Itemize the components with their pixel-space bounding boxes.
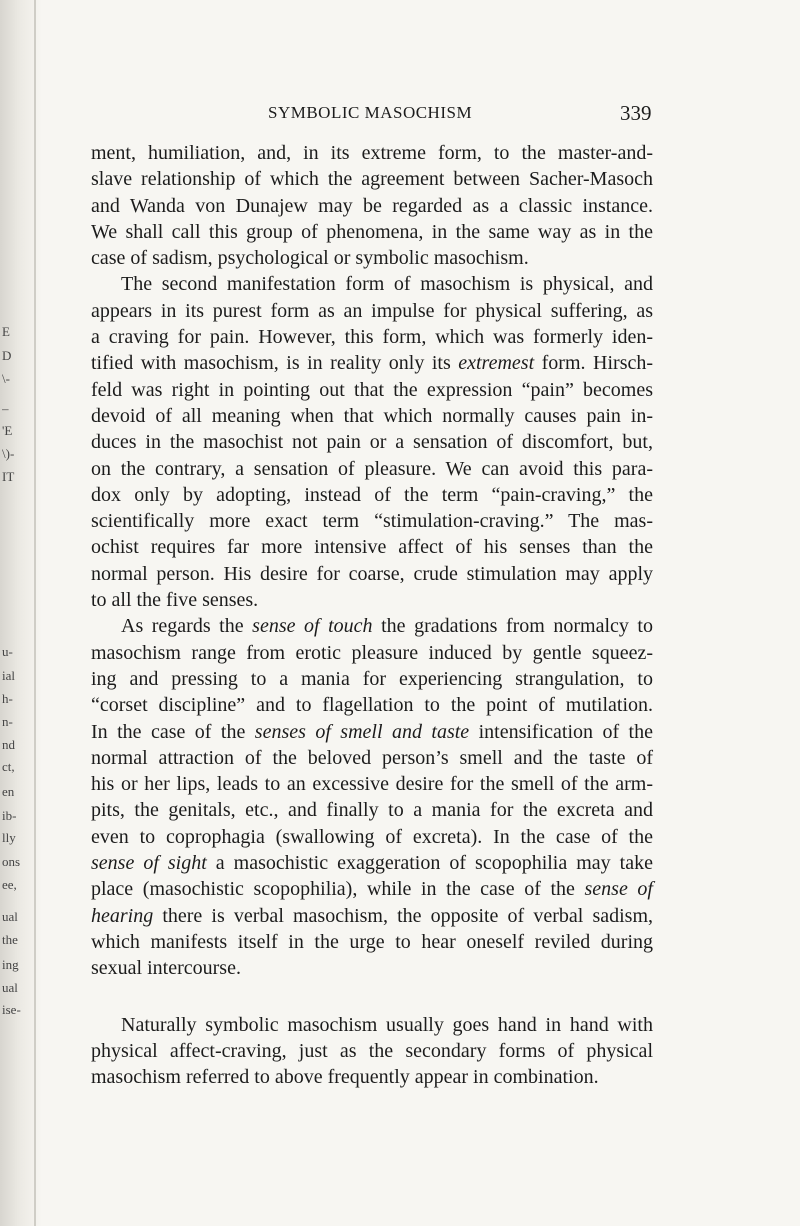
text-line bbox=[91, 1012, 653, 1038]
italic-phrase: sense of touch bbox=[252, 615, 373, 638]
text-line bbox=[91, 613, 653, 639]
text-line bbox=[91, 377, 653, 403]
italic-phrase: senses of smell and taste bbox=[254, 720, 470, 743]
text-run: The second manifestation form of masochism is physical, and bbox=[121, 273, 653, 296]
text-run: appears in its purest form as an impulse for physical suffering, as bbox=[91, 299, 653, 322]
text-line bbox=[91, 824, 653, 850]
text-line bbox=[91, 929, 653, 955]
text-line bbox=[91, 245, 653, 271]
text-run: on the contrary, a sensation of pleasure. We can avoid this para- bbox=[91, 457, 653, 480]
text-run: slave relationship of which the agreement between Sacher-Masoch bbox=[91, 168, 653, 191]
text-run: normal attraction of the beloved person’s smell and the taste of bbox=[91, 746, 653, 769]
text-line bbox=[91, 456, 653, 482]
text-run: masochism range from erotic pleasure induced by gentle squeez- bbox=[91, 641, 653, 664]
text-run: masochism referred to above frequently appear in combination. bbox=[91, 1066, 599, 1089]
text-run: tified with masochism, is in reality only its bbox=[91, 352, 459, 375]
text-run: We shall call this group of phenomena, in the same way as in the bbox=[91, 220, 653, 243]
facing-page-fragment: ing bbox=[2, 958, 19, 972]
text-run: intensification of the bbox=[469, 720, 653, 743]
facing-page-fragment: ons bbox=[2, 855, 21, 869]
text-line bbox=[91, 719, 653, 745]
text-run: there is verbal masochism, the opposite of verbal sadism, bbox=[153, 904, 653, 927]
text-run: dox only by adopting, instead of the term “pain-craving,” the bbox=[91, 483, 653, 506]
facing-page-fragment: h- bbox=[2, 692, 13, 706]
text-run: Naturally symbolic masochism usually goes hand in hand with bbox=[121, 1013, 653, 1036]
running-title: SYMBOLIC MASOCHISM bbox=[268, 103, 473, 122]
text-run: sexual intercourse. bbox=[91, 957, 241, 980]
text-run: ment, humiliation, and, in its extreme form, to the master-and- bbox=[91, 142, 653, 164]
paragraph bbox=[91, 140, 653, 271]
facing-page-fragment: ial bbox=[2, 669, 15, 683]
italic-phrase: sense of bbox=[584, 878, 653, 901]
text-run: “corset discipline” and to flagellation to the point of mutilation. bbox=[91, 694, 653, 717]
paragraph bbox=[91, 271, 653, 613]
facing-page-fragment: n- bbox=[2, 715, 13, 729]
text-run: a masochistic exaggeration of scopophilia may take bbox=[206, 852, 653, 875]
text-line bbox=[91, 692, 653, 718]
body-text bbox=[91, 140, 653, 1090]
text-run: ing and pressing to a mania for experiencing strangulation, to bbox=[91, 667, 653, 690]
facing-page-fragment: – bbox=[2, 402, 9, 416]
facing-page-fragment: ee, bbox=[2, 878, 17, 892]
facing-page-fragment: u- bbox=[2, 645, 13, 659]
text-line bbox=[91, 324, 653, 350]
text-line bbox=[91, 1064, 653, 1090]
text-line bbox=[91, 561, 653, 587]
facing-page-fragment: \)- bbox=[2, 447, 15, 461]
facing-page-fragment: lly bbox=[2, 831, 16, 845]
italic-phrase: sense of sight bbox=[91, 852, 207, 875]
text-run: and Wanda von Dunajew may be regarded as a classic instance. bbox=[91, 194, 653, 217]
text-line bbox=[91, 666, 653, 692]
facing-page-fragment: \- bbox=[2, 372, 10, 386]
text-line bbox=[91, 140, 653, 166]
text-line bbox=[91, 193, 653, 219]
text-run: even to coprophagia (swallowing of excreta). In the case of the bbox=[91, 825, 653, 848]
paragraph bbox=[91, 613, 653, 981]
italic-phrase: hearing bbox=[91, 904, 154, 927]
text-line bbox=[91, 876, 653, 902]
text-run: the gradations from normalcy to bbox=[372, 615, 653, 638]
facing-page-fragment: ib- bbox=[2, 809, 17, 823]
facing-page-fragment: ual bbox=[2, 981, 18, 995]
facing-page-fragment: D bbox=[2, 349, 12, 363]
text-line bbox=[91, 640, 653, 666]
text-line bbox=[91, 508, 653, 534]
page-number: 339 bbox=[620, 101, 652, 125]
text-line bbox=[91, 771, 653, 797]
text-run: physical affect-craving, just as the secondary forms of physical bbox=[91, 1039, 653, 1062]
text-line bbox=[91, 271, 653, 297]
text-run: normal person. His desire for coarse, crude stimulation may apply bbox=[91, 562, 653, 585]
text-line bbox=[91, 1038, 653, 1064]
facing-page-fragment: E bbox=[2, 325, 10, 339]
text-run: pits, the genitals, etc., and finally to a mania for the excreta and bbox=[91, 799, 653, 822]
facing-page-fragment: IT bbox=[2, 470, 15, 484]
text-run: scientifically more exact term “stimulation-craving.” The mas- bbox=[91, 510, 653, 533]
facing-page-fragment: the bbox=[2, 933, 18, 947]
text-line bbox=[91, 403, 653, 429]
facing-page-fragment: ual bbox=[2, 910, 18, 924]
paragraph bbox=[91, 1012, 653, 1091]
text-line bbox=[91, 166, 653, 192]
text-run: form. Hirsch- bbox=[534, 352, 654, 375]
text-line bbox=[91, 955, 653, 981]
text-run: ochist requires far more intensive affect of his senses than the bbox=[91, 536, 653, 559]
text-line bbox=[91, 797, 653, 823]
running-head bbox=[0, 103, 800, 127]
text-line bbox=[91, 850, 653, 876]
text-run: which manifests itself in the urge to hear oneself reviled during bbox=[91, 930, 653, 953]
text-line bbox=[91, 903, 653, 929]
text-run: In the case of the bbox=[91, 720, 255, 743]
text-line bbox=[91, 429, 653, 455]
text-run: a craving for pain. However, this form, which was formerly iden- bbox=[91, 326, 653, 349]
text-run: duces in the masochist not pain or a sensation of discomfort, but, bbox=[91, 431, 653, 454]
facing-page-fragment: 'E bbox=[2, 424, 13, 438]
gutter-fold-line bbox=[34, 0, 36, 1226]
text-line bbox=[91, 298, 653, 324]
section-break bbox=[91, 982, 653, 1012]
text-run: place (masochistic scopophilia), while in the case of the bbox=[91, 878, 585, 901]
text-run: feld was right in pointing out that the expression “pain” becomes bbox=[91, 378, 653, 401]
text-run: to all the five senses. bbox=[91, 589, 259, 612]
text-run: his or her lips, leads to an excessive desire for the smell of the arm- bbox=[91, 773, 653, 796]
text-line bbox=[91, 482, 653, 508]
text-run: As regards the bbox=[121, 615, 253, 638]
text-line bbox=[91, 587, 653, 613]
text-line bbox=[91, 350, 653, 376]
text-line bbox=[91, 534, 653, 560]
text-run: devoid of all meaning when that which normally causes pain in- bbox=[91, 404, 653, 427]
italic-phrase: extremest bbox=[458, 352, 535, 375]
text-line bbox=[91, 219, 653, 245]
facing-page-fragment: ct, bbox=[2, 760, 15, 774]
text-line bbox=[91, 745, 653, 771]
facing-page-fragment: ise- bbox=[2, 1003, 21, 1017]
text-run: case of sadism, psychological or symbolic masochism. bbox=[91, 247, 529, 270]
facing-page-fragment: en bbox=[2, 785, 15, 799]
facing-page-fragment: nd bbox=[2, 738, 15, 752]
